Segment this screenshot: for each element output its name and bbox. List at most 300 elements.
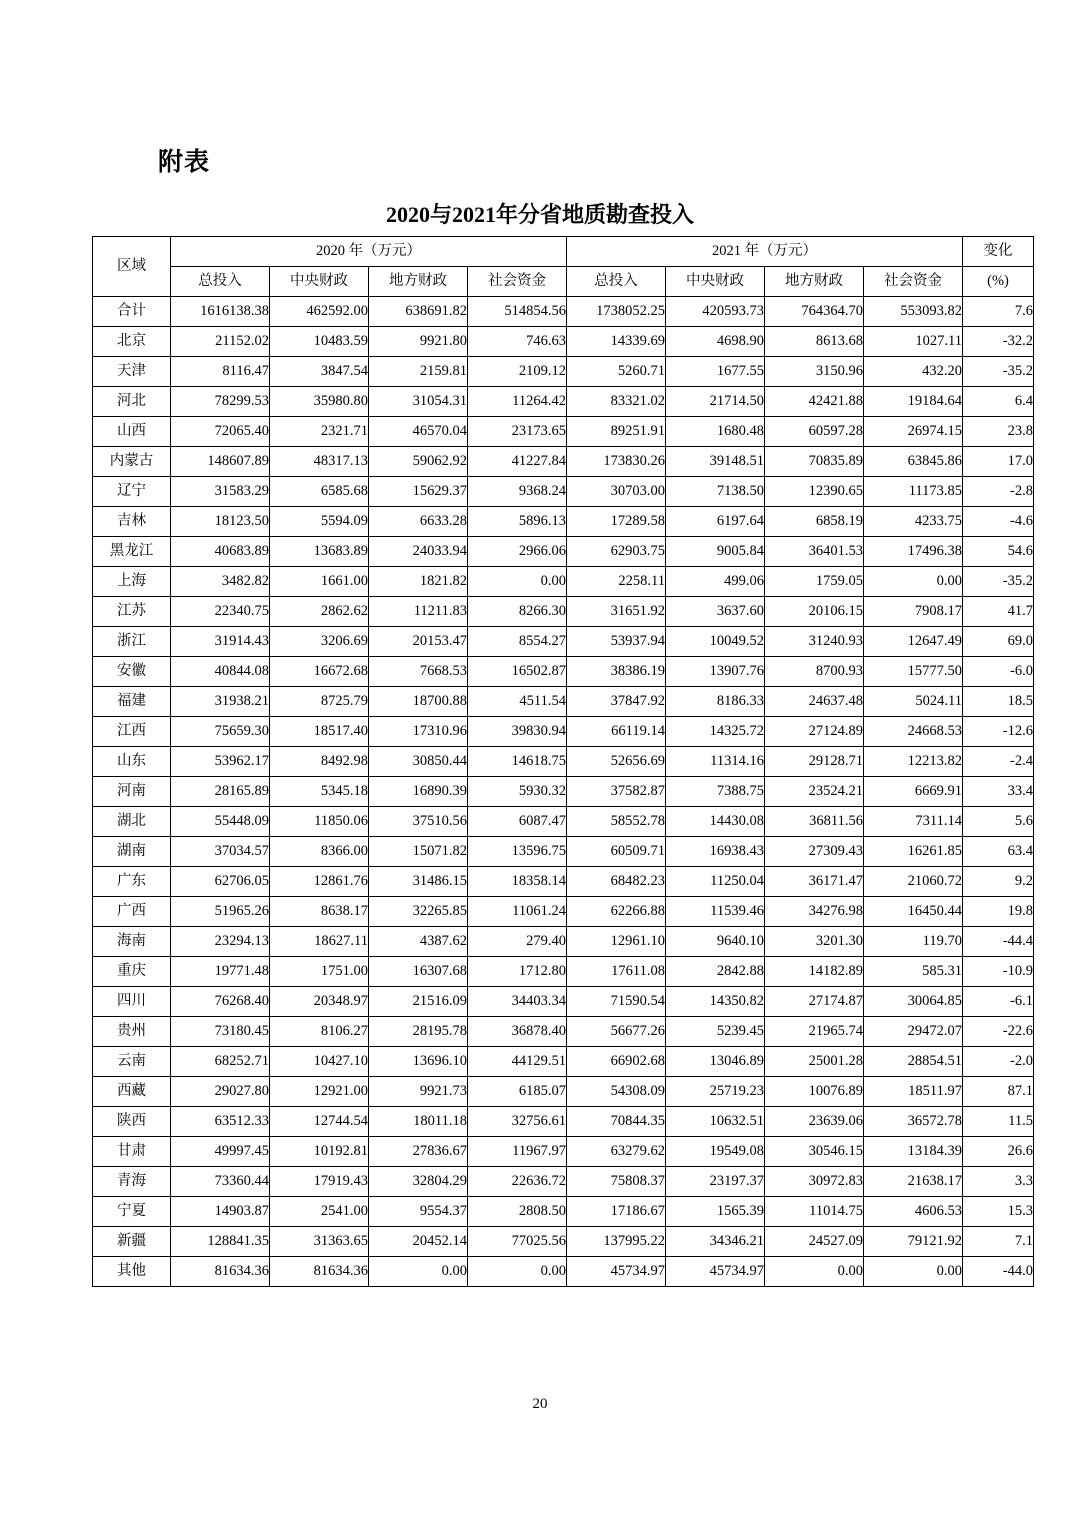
cell-2020-total: 21152.02: [171, 327, 270, 357]
table-row: [93, 447, 1034, 477]
cell-2021-social: 29472.07: [864, 1017, 963, 1047]
cell-2020-local: 9554.37: [369, 1197, 468, 1227]
cell-2021-local: 36171.47: [765, 867, 864, 897]
cell-region: 甘肃: [93, 1137, 171, 1167]
cell-2021-social: 553093.82: [864, 297, 963, 327]
cell-2020-central: 2541.00: [270, 1197, 369, 1227]
cell-2021-social: 7311.14: [864, 807, 963, 837]
cell-2020-central: 12744.54: [270, 1107, 369, 1137]
cell-2020-local: 31054.31: [369, 387, 468, 417]
cell-2021-local: 27124.89: [765, 717, 864, 747]
table-row: [93, 1257, 1034, 1287]
table-row: [93, 357, 1034, 387]
cell-2021-social: 12647.49: [864, 627, 963, 657]
cell-2020-local: 24033.94: [369, 537, 468, 567]
cell-2021-local: 34276.98: [765, 897, 864, 927]
cell-2020-total: 31914.43: [171, 627, 270, 657]
cell-2020-central: 20348.97: [270, 987, 369, 1017]
table-row: [93, 1107, 1034, 1137]
cell-2020-local: 59062.92: [369, 447, 468, 477]
cell-2021-central: 14350.82: [666, 987, 765, 1017]
cell-2020-local: 32265.85: [369, 897, 468, 927]
cell-2021-social: 0.00: [864, 1257, 963, 1287]
cell-region: 海南: [93, 927, 171, 957]
cell-2021-social: 30064.85: [864, 987, 963, 1017]
cell-2021-central: 2842.88: [666, 957, 765, 987]
cell-2021-central: 11250.04: [666, 867, 765, 897]
cell-2020-social: 746.63: [468, 327, 567, 357]
cell-2021-total: 66119.14: [567, 717, 666, 747]
cell-2020-local: 20153.47: [369, 627, 468, 657]
cell-2021-central: 11539.46: [666, 897, 765, 927]
cell-2021-total: 52656.69: [567, 747, 666, 777]
cell-2020-local: 27836.67: [369, 1137, 468, 1167]
table-header: [93, 237, 1034, 297]
cell-2021-total: 56677.26: [567, 1017, 666, 1047]
cell-2021-central: 6197.64: [666, 507, 765, 537]
cell-2021-social: 5024.11: [864, 687, 963, 717]
header-2021-local: 地方财政: [765, 267, 864, 297]
cell-2021-local: 60597.28: [765, 417, 864, 447]
cell-2020-social: 9368.24: [468, 477, 567, 507]
table-row: [93, 567, 1034, 597]
cell-change: 87.1: [963, 1077, 1034, 1107]
cell-2020-local: 18011.18: [369, 1107, 468, 1137]
cell-2021-central: 1565.39: [666, 1197, 765, 1227]
cell-2020-local: 15071.82: [369, 837, 468, 867]
cell-2020-social: 14618.75: [468, 747, 567, 777]
cell-2021-local: 3201.30: [765, 927, 864, 957]
header-2020-central: 中央财政: [270, 267, 369, 297]
cell-2021-central: 1677.55: [666, 357, 765, 387]
cell-2020-central: 10427.10: [270, 1047, 369, 1077]
cell-2021-total: 17289.58: [567, 507, 666, 537]
cell-2021-total: 62903.75: [567, 537, 666, 567]
table-body: [93, 297, 1034, 1287]
cell-change: 18.5: [963, 687, 1034, 717]
cell-change: 6.4: [963, 387, 1034, 417]
cell-2021-central: 420593.73: [666, 297, 765, 327]
cell-region: 山东: [93, 747, 171, 777]
cell-2021-central: 10632.51: [666, 1107, 765, 1137]
cell-2020-local: 13696.10: [369, 1047, 468, 1077]
cell-2021-central: 13046.89: [666, 1047, 765, 1077]
cell-2021-central: 45734.97: [666, 1257, 765, 1287]
cell-2021-central: 10049.52: [666, 627, 765, 657]
cell-2020-local: 20452.14: [369, 1227, 468, 1257]
cell-2020-central: 1751.00: [270, 957, 369, 987]
table-row: [93, 297, 1034, 327]
cell-2021-central: 11314.16: [666, 747, 765, 777]
cell-2020-central: 18517.40: [270, 717, 369, 747]
cell-2020-central: 81634.36: [270, 1257, 369, 1287]
cell-change: 17.0: [963, 447, 1034, 477]
cell-2020-local: 9921.73: [369, 1077, 468, 1107]
cell-2021-social: 15777.50: [864, 657, 963, 687]
cell-2020-total: 72065.40: [171, 417, 270, 447]
header-2020-local: 地方财政: [369, 267, 468, 297]
cell-2020-local: 18700.88: [369, 687, 468, 717]
cell-2021-central: 14430.08: [666, 807, 765, 837]
cell-2020-social: 279.40: [468, 927, 567, 957]
cell-2021-social: 21060.72: [864, 867, 963, 897]
cell-change: 9.2: [963, 867, 1034, 897]
cell-2021-social: 21638.17: [864, 1167, 963, 1197]
cell-2021-social: 12213.82: [864, 747, 963, 777]
cell-2021-local: 24637.48: [765, 687, 864, 717]
cell-2021-local: 23639.06: [765, 1107, 864, 1137]
cell-2020-social: 44129.51: [468, 1047, 567, 1077]
cell-2021-social: 18511.97: [864, 1077, 963, 1107]
cell-2021-central: 19549.08: [666, 1137, 765, 1167]
table-row: [93, 1077, 1034, 1107]
table-row: [93, 717, 1034, 747]
cell-2020-central: 8638.17: [270, 897, 369, 927]
header-group-2020: 2020 年（万元）: [171, 237, 567, 267]
cell-2020-central: 11850.06: [270, 807, 369, 837]
data-table-container: [92, 236, 1033, 1287]
table-row: [93, 897, 1034, 927]
cell-region: 江西: [93, 717, 171, 747]
cell-2021-central: 5239.45: [666, 1017, 765, 1047]
cell-2021-social: 26974.15: [864, 417, 963, 447]
table-row: [93, 477, 1034, 507]
cell-2020-social: 41227.84: [468, 447, 567, 477]
cell-2020-total: 14903.87: [171, 1197, 270, 1227]
cell-region: 河北: [93, 387, 171, 417]
cell-2020-total: 18123.50: [171, 507, 270, 537]
cell-2020-central: 8725.79: [270, 687, 369, 717]
table-header-row-columns: [93, 267, 1034, 297]
cell-2021-local: 42421.88: [765, 387, 864, 417]
cell-2021-local: 24527.09: [765, 1227, 864, 1257]
cell-2021-total: 70844.35: [567, 1107, 666, 1137]
cell-2021-total: 30703.00: [567, 477, 666, 507]
page-title: 2020与2021年分省地质勘查投入: [385, 202, 694, 227]
cell-2020-central: 1661.00: [270, 567, 369, 597]
cell-2020-social: 32756.61: [468, 1107, 567, 1137]
cell-region: 黑龙江: [93, 537, 171, 567]
cell-2021-total: 17611.08: [567, 957, 666, 987]
table-row: [93, 987, 1034, 1017]
cell-change: -35.2: [963, 567, 1034, 597]
cell-2021-total: 60509.71: [567, 837, 666, 867]
cell-2020-total: 19771.48: [171, 957, 270, 987]
cell-2021-social: 119.70: [864, 927, 963, 957]
cell-2021-social: 19184.64: [864, 387, 963, 417]
table-row: [93, 1047, 1034, 1077]
cell-change: 11.5: [963, 1107, 1034, 1137]
cell-2020-central: 13683.89: [270, 537, 369, 567]
cell-2021-local: 8613.68: [765, 327, 864, 357]
cell-2021-social: 63845.86: [864, 447, 963, 477]
cell-change: 5.6: [963, 807, 1034, 837]
cell-region: 其他: [93, 1257, 171, 1287]
cell-2021-total: 89251.91: [567, 417, 666, 447]
cell-2021-total: 71590.54: [567, 987, 666, 1017]
cell-2021-central: 7138.50: [666, 477, 765, 507]
cell-2020-central: 12921.00: [270, 1077, 369, 1107]
table-row: [93, 657, 1034, 687]
cell-2021-local: 25001.28: [765, 1047, 864, 1077]
cell-2020-social: 4511.54: [468, 687, 567, 717]
cell-2020-total: 75659.30: [171, 717, 270, 747]
cell-2020-central: 31363.65: [270, 1227, 369, 1257]
cell-2021-local: 12390.65: [765, 477, 864, 507]
cell-2021-local: 20106.15: [765, 597, 864, 627]
cell-2021-social: 16450.44: [864, 897, 963, 927]
cell-2020-central: 3847.54: [270, 357, 369, 387]
cell-2020-local: 0.00: [369, 1257, 468, 1287]
cell-2021-local: 8700.93: [765, 657, 864, 687]
cell-2020-social: 2966.06: [468, 537, 567, 567]
cell-2021-total: 75808.37: [567, 1167, 666, 1197]
cell-2020-social: 0.00: [468, 1257, 567, 1287]
cell-2020-total: 63512.33: [171, 1107, 270, 1137]
cell-region: 贵州: [93, 1017, 171, 1047]
cell-2021-total: 17186.67: [567, 1197, 666, 1227]
cell-2020-total: 81634.36: [171, 1257, 270, 1287]
cell-2021-central: 23197.37: [666, 1167, 765, 1197]
cell-2020-total: 73360.44: [171, 1167, 270, 1197]
cell-2020-total: 1616138.38: [171, 297, 270, 327]
table-row: [93, 1227, 1034, 1257]
cell-2020-social: 34403.34: [468, 987, 567, 1017]
cell-change: -4.6: [963, 507, 1034, 537]
table-row: [93, 597, 1034, 627]
table-row: [93, 1197, 1034, 1227]
cell-2021-social: 16261.85: [864, 837, 963, 867]
cell-2020-central: 462592.00: [270, 297, 369, 327]
cell-region: 上海: [93, 567, 171, 597]
cell-region: 内蒙古: [93, 447, 171, 477]
cell-2020-central: 3206.69: [270, 627, 369, 657]
cell-2020-total: 76268.40: [171, 987, 270, 1017]
cell-2020-central: 17919.43: [270, 1167, 369, 1197]
cell-2020-central: 2321.71: [270, 417, 369, 447]
cell-change: -44.4: [963, 927, 1034, 957]
cell-2020-total: 40683.89: [171, 537, 270, 567]
cell-2021-central: 8186.33: [666, 687, 765, 717]
cell-2021-central: 34346.21: [666, 1227, 765, 1257]
cell-2020-total: 31583.29: [171, 477, 270, 507]
cell-2020-central: 48317.13: [270, 447, 369, 477]
cell-change: -6.1: [963, 987, 1034, 1017]
table-row: [93, 387, 1034, 417]
cell-2020-total: 23294.13: [171, 927, 270, 957]
cell-2020-social: 39830.94: [468, 717, 567, 747]
cell-region: 浙江: [93, 627, 171, 657]
cell-change: -44.0: [963, 1257, 1034, 1287]
attachment-label: 附表: [158, 149, 211, 176]
cell-2020-total: 49997.45: [171, 1137, 270, 1167]
table-row: [93, 537, 1034, 567]
cell-2021-social: 4233.75: [864, 507, 963, 537]
header-2021-total: 总投入: [567, 267, 666, 297]
cell-2020-social: 22636.72: [468, 1167, 567, 1197]
cell-2021-social: 0.00: [864, 567, 963, 597]
cell-2021-social: 24668.53: [864, 717, 963, 747]
cell-2020-total: 53962.17: [171, 747, 270, 777]
cell-2020-local: 28195.78: [369, 1017, 468, 1047]
cell-2021-total: 12961.10: [567, 927, 666, 957]
cell-2020-total: 128841.35: [171, 1227, 270, 1257]
cell-2020-local: 1821.82: [369, 567, 468, 597]
table-row: [93, 687, 1034, 717]
header-2020-social: 社会资金: [468, 267, 567, 297]
cell-region: 合计: [93, 297, 171, 327]
table-row: [93, 927, 1034, 957]
cell-region: 青海: [93, 1167, 171, 1197]
cell-2021-local: 21965.74: [765, 1017, 864, 1047]
cell-2020-local: 30850.44: [369, 747, 468, 777]
cell-change: 54.6: [963, 537, 1034, 567]
cell-2020-local: 4387.62: [369, 927, 468, 957]
cell-change: 26.6: [963, 1137, 1034, 1167]
cell-2021-total: 45734.97: [567, 1257, 666, 1287]
cell-2020-social: 2808.50: [468, 1197, 567, 1227]
cell-2020-local: 2159.81: [369, 357, 468, 387]
cell-2020-local: 31486.15: [369, 867, 468, 897]
cell-2021-total: 137995.22: [567, 1227, 666, 1257]
cell-2020-social: 36878.40: [468, 1017, 567, 1047]
cell-2021-total: 63279.62: [567, 1137, 666, 1167]
cell-2021-social: 36572.78: [864, 1107, 963, 1137]
cell-change: 23.8: [963, 417, 1034, 447]
cell-2021-total: 1738052.25: [567, 297, 666, 327]
cell-region: 湖北: [93, 807, 171, 837]
cell-2021-local: 3150.96: [765, 357, 864, 387]
table-row: [93, 1017, 1034, 1047]
header-region: 区域: [93, 237, 171, 297]
cell-2020-local: 37510.56: [369, 807, 468, 837]
cell-2020-social: 8554.27: [468, 627, 567, 657]
cell-region: 陕西: [93, 1107, 171, 1137]
cell-region: 辽宁: [93, 477, 171, 507]
cell-2021-total: 37582.87: [567, 777, 666, 807]
header-2021-social: 社会资金: [864, 267, 963, 297]
cell-2021-local: 6858.19: [765, 507, 864, 537]
cell-2021-central: 25719.23: [666, 1077, 765, 1107]
header-change-unit: (%): [963, 267, 1034, 297]
cell-2020-local: 11211.83: [369, 597, 468, 627]
cell-2020-central: 35980.80: [270, 387, 369, 417]
cell-change: -32.2: [963, 327, 1034, 357]
cell-2021-local: 36811.56: [765, 807, 864, 837]
cell-2020-social: 8266.30: [468, 597, 567, 627]
geological-survey-investment-table: [92, 236, 1034, 1287]
cell-2020-central: 12861.76: [270, 867, 369, 897]
cell-2020-social: 5930.32: [468, 777, 567, 807]
table-row: [93, 1167, 1034, 1197]
cell-2020-social: 13596.75: [468, 837, 567, 867]
cell-region: 广东: [93, 867, 171, 897]
cell-2020-total: 3482.82: [171, 567, 270, 597]
cell-2021-total: 68482.23: [567, 867, 666, 897]
table-row: [93, 747, 1034, 777]
cell-2020-social: 6185.07: [468, 1077, 567, 1107]
cell-2021-total: 173830.26: [567, 447, 666, 477]
cell-2020-total: 40844.08: [171, 657, 270, 687]
cell-region: 福建: [93, 687, 171, 717]
cell-change: -6.0: [963, 657, 1034, 687]
cell-region: 安徽: [93, 657, 171, 687]
cell-region: 天津: [93, 357, 171, 387]
cell-2020-total: 55448.09: [171, 807, 270, 837]
cell-region: 四川: [93, 987, 171, 1017]
cell-2021-total: 38386.19: [567, 657, 666, 687]
cell-2020-local: 6633.28: [369, 507, 468, 537]
cell-region: 重庆: [93, 957, 171, 987]
cell-2021-total: 66902.68: [567, 1047, 666, 1077]
cell-2021-social: 6669.91: [864, 777, 963, 807]
cell-2021-total: 31651.92: [567, 597, 666, 627]
cell-2020-total: 148607.89: [171, 447, 270, 477]
header-2021-central: 中央财政: [666, 267, 765, 297]
cell-change: -22.6: [963, 1017, 1034, 1047]
cell-2021-social: 13184.39: [864, 1137, 963, 1167]
cell-2020-central: 8106.27: [270, 1017, 369, 1047]
cell-2021-social: 11173.85: [864, 477, 963, 507]
cell-2021-social: 28854.51: [864, 1047, 963, 1077]
cell-2021-central: 499.06: [666, 567, 765, 597]
cell-2020-local: 7668.53: [369, 657, 468, 687]
cell-2021-central: 3637.60: [666, 597, 765, 627]
cell-2021-total: 83321.02: [567, 387, 666, 417]
cell-2020-social: 0.00: [468, 567, 567, 597]
cell-2021-central: 14325.72: [666, 717, 765, 747]
cell-2020-total: 29027.80: [171, 1077, 270, 1107]
cell-2020-social: 18358.14: [468, 867, 567, 897]
cell-2021-social: 4606.53: [864, 1197, 963, 1227]
cell-2020-social: 11061.24: [468, 897, 567, 927]
cell-2020-total: 8116.47: [171, 357, 270, 387]
cell-2020-social: 1712.80: [468, 957, 567, 987]
cell-region: 广西: [93, 897, 171, 927]
cell-2021-central: 4698.90: [666, 327, 765, 357]
cell-2020-central: 10192.81: [270, 1137, 369, 1167]
cell-region: 西藏: [93, 1077, 171, 1107]
cell-2020-central: 18627.11: [270, 927, 369, 957]
cell-2021-total: 62266.88: [567, 897, 666, 927]
cell-region: 山西: [93, 417, 171, 447]
cell-2021-local: 30546.15: [765, 1137, 864, 1167]
cell-2021-local: 70835.89: [765, 447, 864, 477]
cell-change: 3.3: [963, 1167, 1034, 1197]
cell-change: -2.4: [963, 747, 1034, 777]
cell-2021-local: 14182.89: [765, 957, 864, 987]
cell-change: 7.6: [963, 297, 1034, 327]
cell-2021-total: 37847.92: [567, 687, 666, 717]
table-row: [93, 627, 1034, 657]
cell-change: 41.7: [963, 597, 1034, 627]
cell-change: 69.0: [963, 627, 1034, 657]
cell-2020-social: 2109.12: [468, 357, 567, 387]
cell-change: -2.8: [963, 477, 1034, 507]
cell-2020-social: 11967.97: [468, 1137, 567, 1167]
cell-change: -10.9: [963, 957, 1034, 987]
cell-2021-central: 21714.50: [666, 387, 765, 417]
cell-2021-local: 1759.05: [765, 567, 864, 597]
table-row: [93, 1137, 1034, 1167]
cell-region: 宁夏: [93, 1197, 171, 1227]
cell-2020-local: 21516.09: [369, 987, 468, 1017]
cell-2020-local: 15629.37: [369, 477, 468, 507]
cell-change: 7.1: [963, 1227, 1034, 1257]
cell-2020-social: 514854.56: [468, 297, 567, 327]
cell-2021-social: 1027.11: [864, 327, 963, 357]
cell-2021-local: 10076.89: [765, 1077, 864, 1107]
